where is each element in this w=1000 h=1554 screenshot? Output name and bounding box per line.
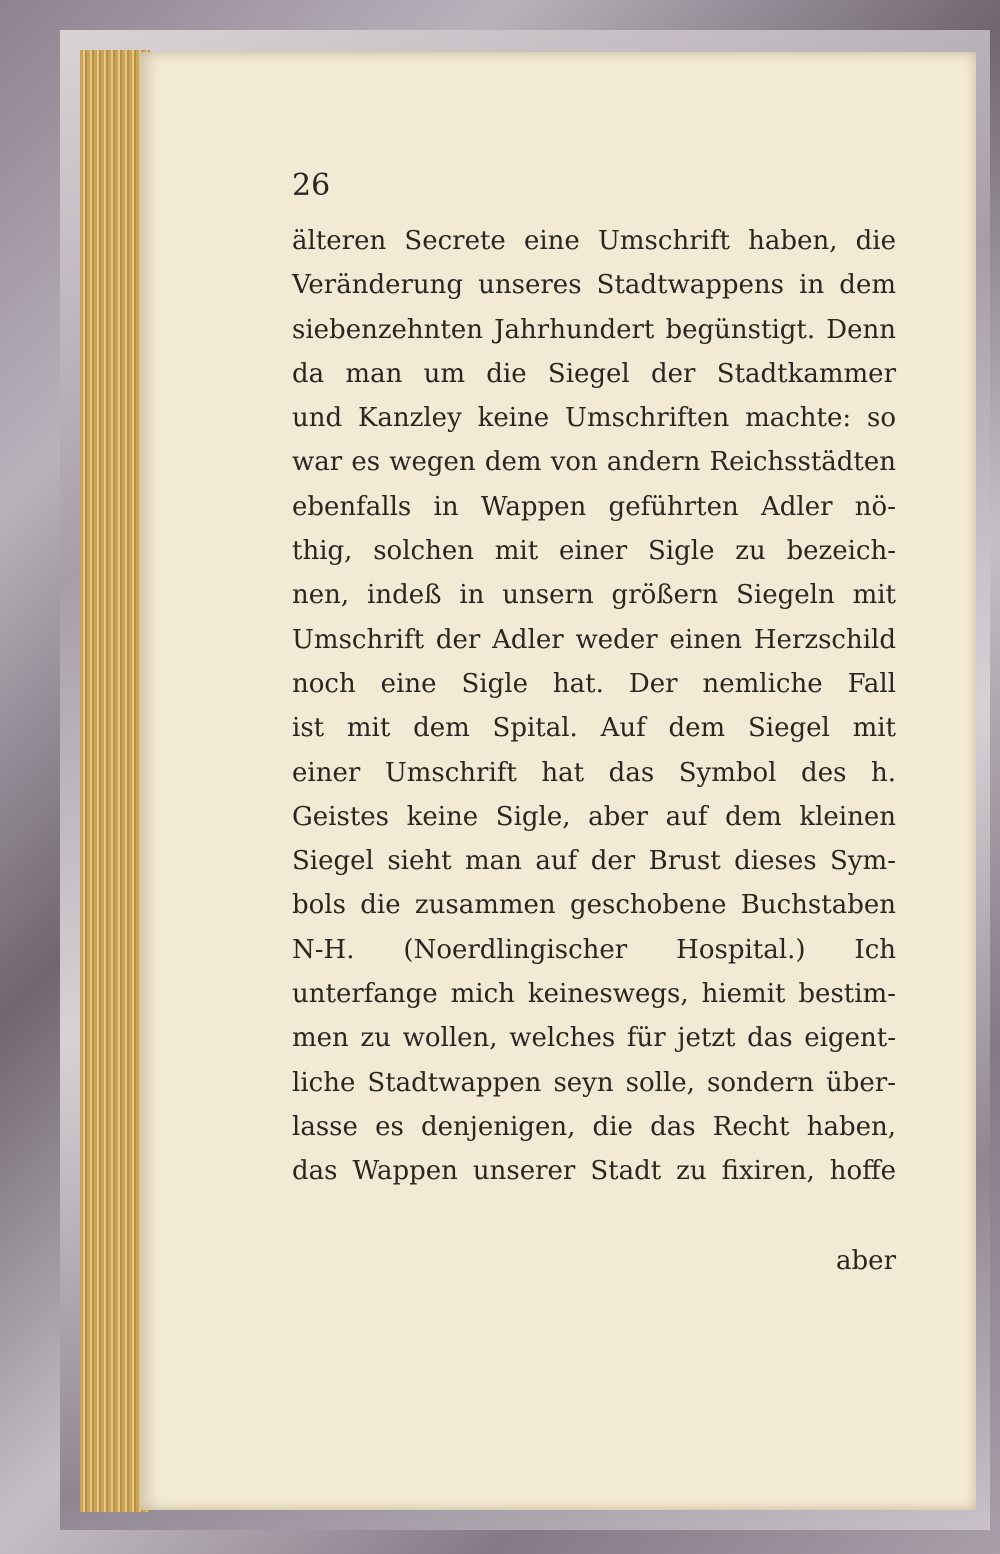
body-text (292, 226, 896, 1201)
text-line: Siegel sieht man auf der Brust dieses Sym- (292, 846, 896, 877)
text-line: liche Stadtwappen seyn solle, sondern über- (292, 1067, 896, 1098)
text-line: war es wegen dem von andern Reichsstädten (292, 447, 896, 478)
text-line: Geistes keine Sigle, aber auf dem kleinen (292, 801, 896, 832)
text-line: siebenzehnten Jahrhundert begünstigt. Denn (292, 314, 896, 345)
text-line: noch eine Sigle hat. Der nemliche Fall (292, 668, 896, 699)
text-line: älteren Secrete eine Umschrift haben, die (292, 226, 896, 256)
text-line: ebenfalls in Wappen geführten Adler nö- (292, 491, 896, 522)
text-line: N-H. (Noerdlingischer Hospital.) Ich (292, 934, 896, 965)
text-line: lasse es denjenigen, die das Recht haben, (292, 1111, 896, 1142)
text-line: Umschrift der Adler weder einen Herzschild (292, 624, 896, 655)
text-line: ist mit dem Spital. Auf dem Siegel mit (292, 713, 896, 744)
page-number: 26 (292, 168, 331, 203)
text-line: bols die zusammen geschobene Buchstaben (292, 890, 896, 921)
text-line: da man um die Siegel der Stadtkammer (292, 358, 896, 389)
text-line: das Wappen unserer Stadt zu fixiren, hoffe (292, 1156, 896, 1187)
text-line: unterfange mich keineswegs, hiemit bestim- (292, 979, 896, 1010)
text-line: einer Umschrift hat das Symbol des h. (292, 757, 896, 788)
text-line: nen, indeß in unsern größern Siegeln mit (292, 580, 896, 611)
catchword: aber (836, 1246, 896, 1276)
text-line: und Kanzley keine Umschriften machte: so (292, 403, 896, 434)
text-line: Veränderung unseres Stadtwappens in dem (292, 270, 896, 301)
text-line: men zu wollen, welches für jetzt das eigent- (292, 1023, 896, 1054)
text-line: thig, solchen mit einer Sigle zu bezeich- (292, 536, 896, 567)
